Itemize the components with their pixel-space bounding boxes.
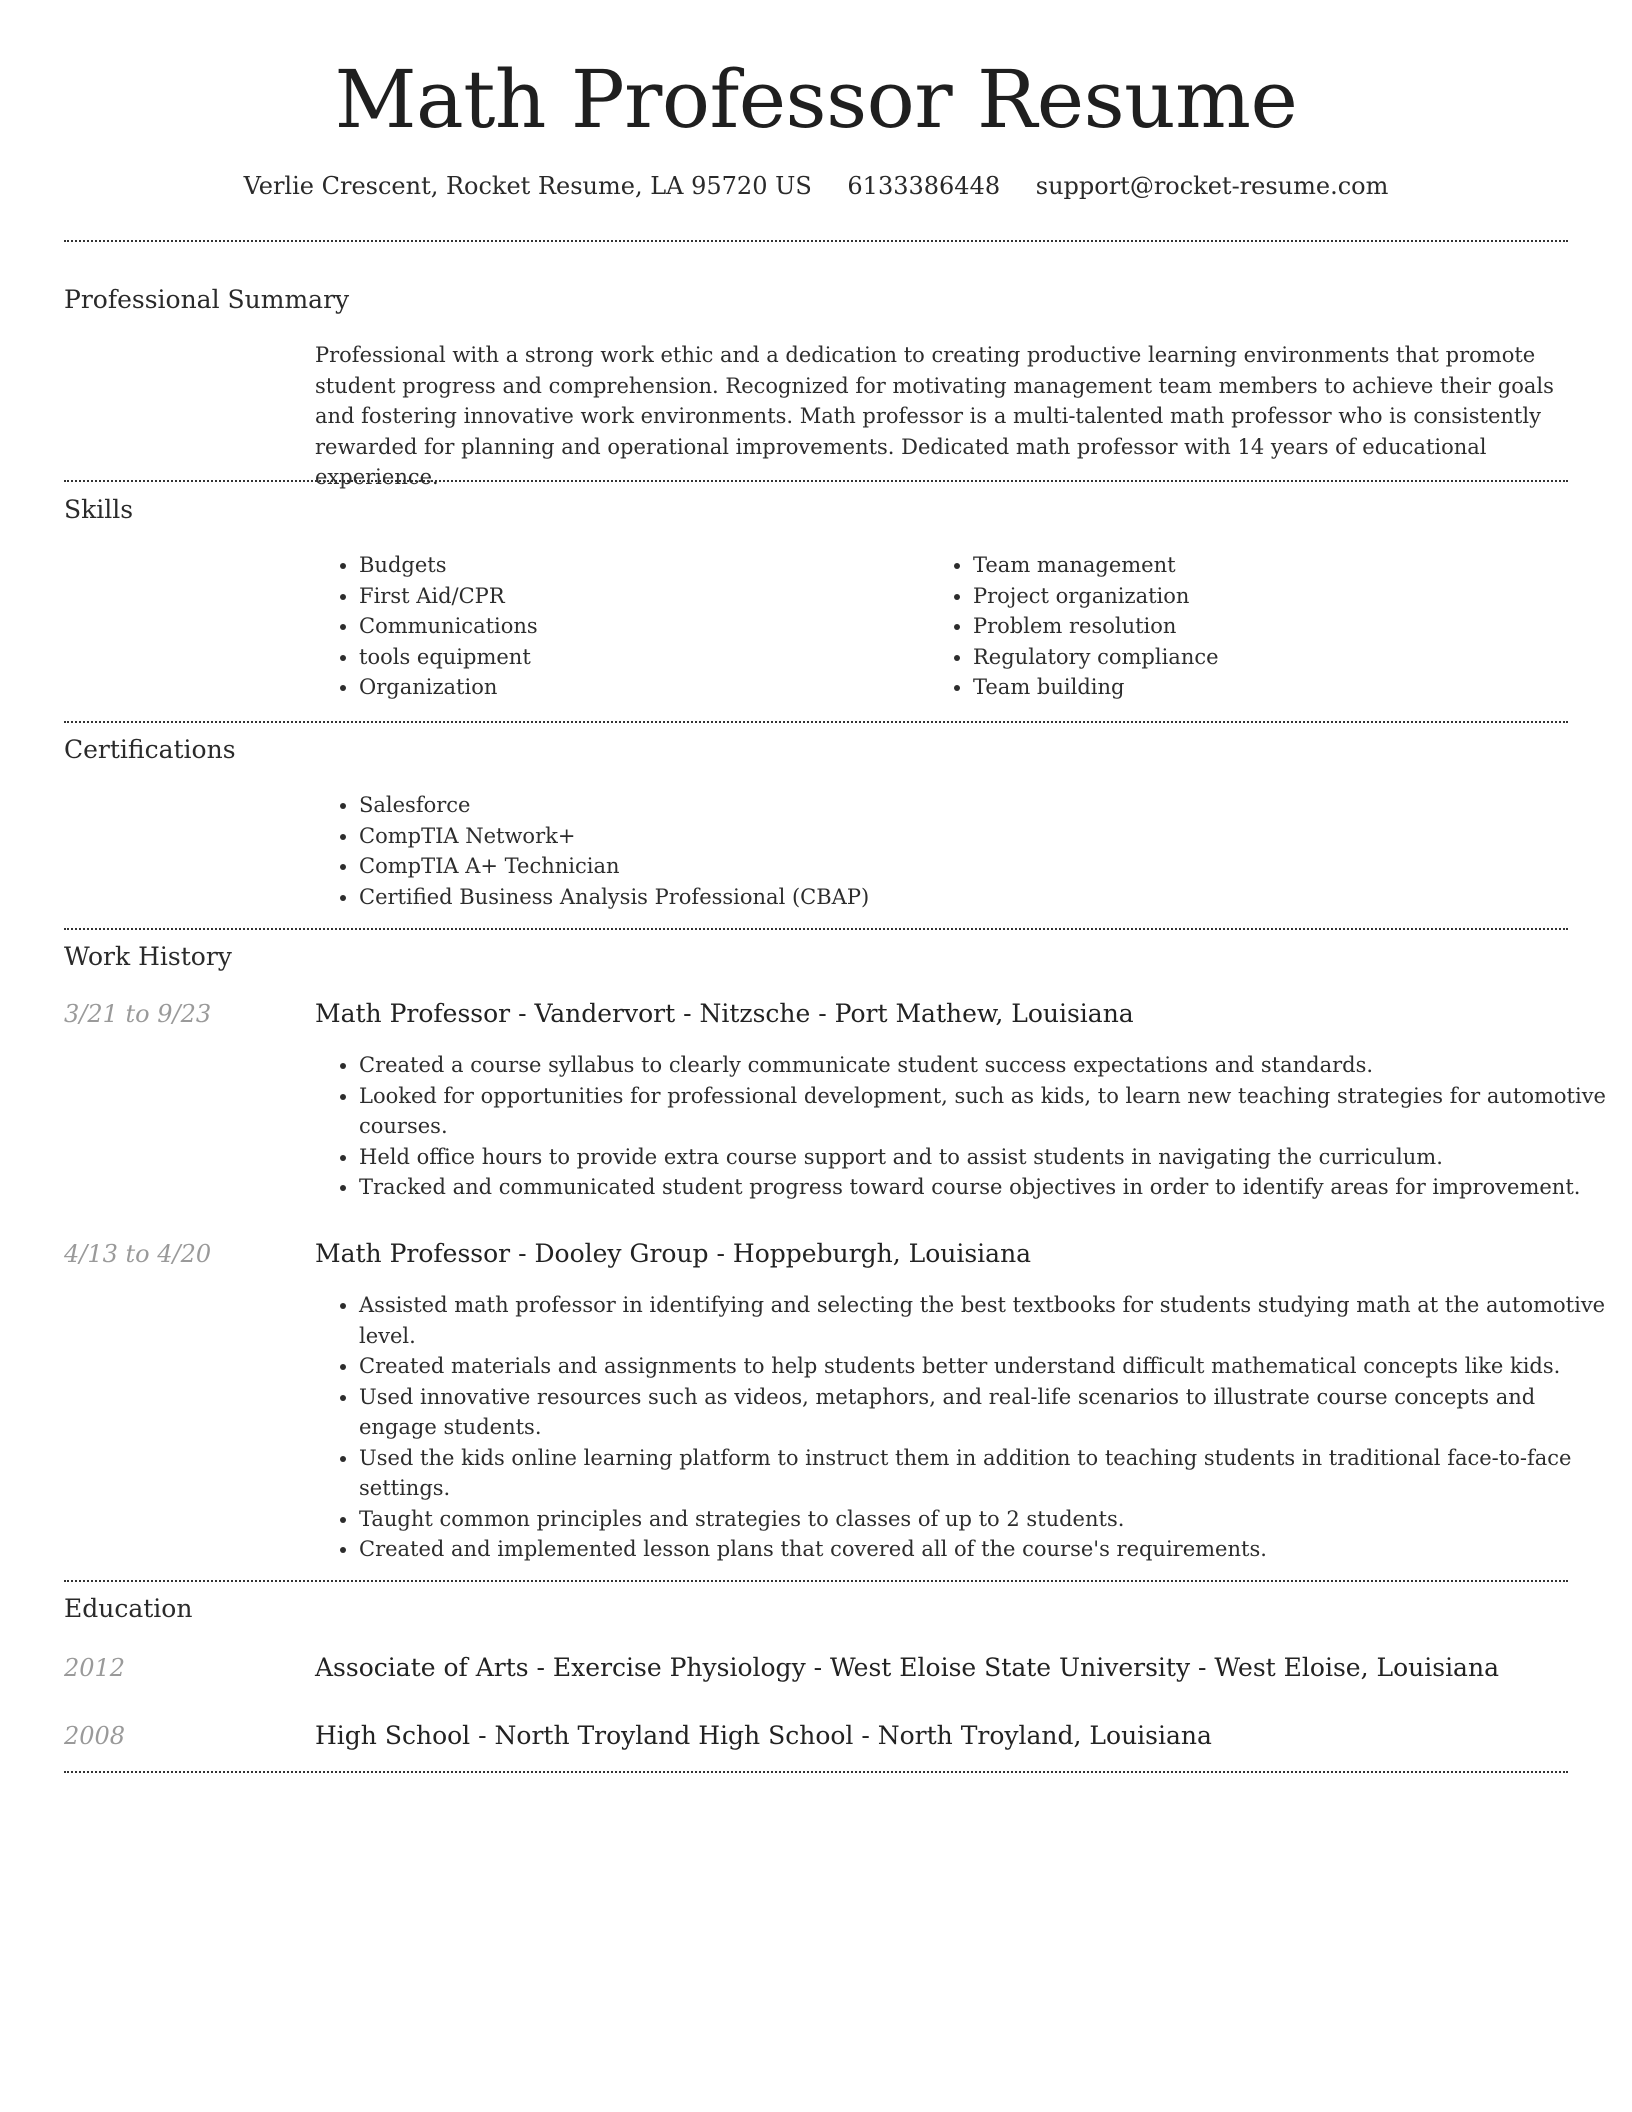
job-bullet: • Looked for opportunities for professional development, such as kids, to learn new teaching strategies for automotive courses. bbox=[359, 1081, 1612, 1142]
job-bullets bbox=[315, 1290, 1612, 1565]
divider bbox=[64, 928, 1568, 930]
skill-item: • Problem resolution bbox=[973, 611, 1573, 642]
job-title: Math Professor - Dooley Group - Hoppeburgh, Louisiana bbox=[315, 1239, 1032, 1268]
skill-item: • Regulatory compliance bbox=[973, 642, 1573, 673]
skill-item: • Team building bbox=[973, 672, 1573, 703]
education-year: 2012 bbox=[64, 1654, 126, 1682]
contact-address: Verlie Crescent, Rocket Resume, LA 95720 US bbox=[243, 172, 812, 200]
certifications-list bbox=[315, 790, 1569, 912]
skill-item: • Project organization bbox=[973, 581, 1573, 612]
skill-item: • Team management bbox=[973, 550, 1573, 581]
education-entry: Associate of Arts - Exercise Physiology - West Eloise State University - West Eloise, Louisiana bbox=[315, 1653, 1499, 1682]
skills-list-left bbox=[315, 550, 919, 703]
job-bullets bbox=[315, 1050, 1612, 1203]
job-title: Math Professor - Vandervort - Nitzsche - Port Mathew, Louisiana bbox=[315, 999, 1134, 1028]
certifications-heading: Certifications bbox=[64, 735, 236, 764]
certification-item: • Certified Business Analysis Professional (CBAP) bbox=[359, 882, 1569, 913]
education-entry: High School - North Troyland High School - North Troyland, Louisiana bbox=[315, 1721, 1212, 1750]
job-dates: 4/13 to 4/20 bbox=[64, 1240, 212, 1268]
skills-list-right bbox=[929, 550, 1573, 703]
education-year: 2008 bbox=[64, 1722, 126, 1750]
skill-item: • Budgets bbox=[359, 550, 919, 581]
divider bbox=[64, 480, 1568, 482]
certification-item: • CompTIA Network+ bbox=[359, 821, 1569, 852]
work-history-heading: Work History bbox=[64, 942, 232, 971]
summary-text: Professional with a strong work ethic and a dedication to creating productive learning environments that promote student progress and comprehension. Recognized for motivating management team members to achieve their goals and fostering innovative work environments. Math professor is a multi-talented math professor who is consistently rewarded for planning and operational improvements. Dedicated math professor with 14 years of educational experience. bbox=[315, 343, 1554, 489]
job-bullet: • Created and implemented lesson plans that covered all of the course's requirements. bbox=[359, 1534, 1612, 1565]
education-heading: Education bbox=[64, 1594, 193, 1623]
job-bullet: • Taught common principles and strategies to classes of up to 2 students. bbox=[359, 1504, 1612, 1535]
job-bullet: • Created a course syllabus to clearly communicate student success expectations and standards. bbox=[359, 1050, 1612, 1081]
skill-item: • Organization bbox=[359, 672, 919, 703]
divider bbox=[64, 721, 1568, 723]
job-bullet: • Used innovative resources such as videos, metaphors, and real-life scenarios to illustrate course concepts and engage students. bbox=[359, 1382, 1612, 1443]
divider bbox=[64, 1771, 1568, 1773]
job-dates: 3/21 to 9/23 bbox=[64, 1000, 212, 1028]
job-bullet: • Assisted math professor in identifying and selecting the best textbooks for students studying math at the automotive level. bbox=[359, 1290, 1612, 1351]
job-bullet: • Tracked and communicated student progress toward course objectives in order to identify areas for improvement. bbox=[359, 1172, 1612, 1203]
contact-line bbox=[0, 170, 1632, 202]
divider bbox=[64, 1580, 1568, 1582]
job-bullet: • Held office hours to provide extra course support and to assist students in navigating the curriculum. bbox=[359, 1142, 1612, 1173]
certification-item: • Salesforce bbox=[359, 790, 1569, 821]
certification-item: • CompTIA A+ Technician bbox=[359, 851, 1569, 882]
page-title: Math Professor Resume bbox=[334, 53, 1298, 146]
divider bbox=[64, 240, 1568, 242]
job-bullet: • Used the kids online learning platform to instruct them in addition to teaching students in traditional face-to-face settings. bbox=[359, 1443, 1612, 1504]
contact-email: support@rocket-resume.com bbox=[1035, 172, 1389, 200]
skill-item: • First Aid/CPR bbox=[359, 581, 919, 612]
skill-item: • tools equipment bbox=[359, 642, 919, 673]
summary-heading: Professional Summary bbox=[64, 285, 350, 314]
skill-item: • Communications bbox=[359, 611, 919, 642]
job-bullet: • Created materials and assignments to help students better understand difficult mathematical concepts like kids. bbox=[359, 1351, 1612, 1382]
contact-phone: 6133386448 bbox=[847, 172, 1001, 200]
skills-heading: Skills bbox=[64, 495, 134, 524]
